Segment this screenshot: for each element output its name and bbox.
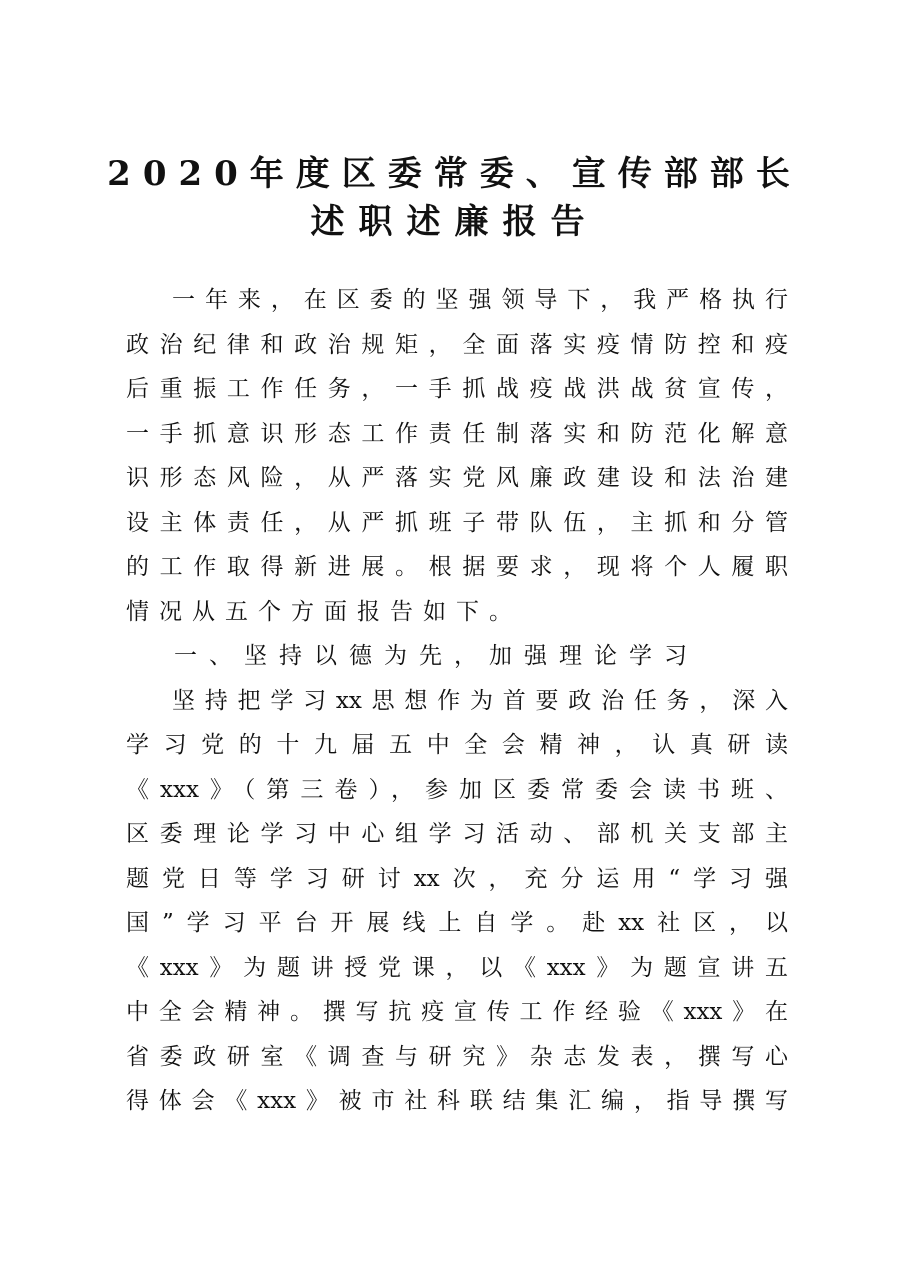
paragraph-line: 一年来，在区委的坚强领导下，我严格执行 (172, 287, 788, 313)
paragraph-line: 中全会精神。撰写抗疫宣传工作经验《xxx》在 (126, 999, 788, 1025)
paragraph-line: 政治纪律和政治规矩，全面落实疫情防控和疫 (126, 331, 788, 358)
section-heading: 一、坚持以德为先，加强理论学习 (174, 643, 699, 669)
paragraph-line: 《xxx》为题讲授党课，以《xxx》为题宣讲五 (126, 954, 788, 981)
title-line-1: 2020年度区委常委、宣传部部长 (107, 154, 802, 194)
paragraph-line: 识形态风险，从严落实党风廉政建设和法治建 (126, 465, 788, 491)
paragraph-line: 一手抓意识形态工作责任制落实和防范化解意 (126, 420, 788, 447)
paragraph-line: 区委理论学习中心组学习活动、部机关支部主 (126, 821, 788, 847)
paragraph-line: 省委政研室《调查与研究》杂志发表，撰写心 (126, 1043, 788, 1070)
paragraph-line: 情况从五个方面报告如下。 (126, 598, 522, 625)
paragraph-line: 设主体责任，从严抓班子带队伍，主抓和分管 (126, 509, 788, 536)
paragraph-line: 后重振工作任务，一手抓战疫战洪战贫宣传， (126, 376, 788, 402)
paragraph-line: 的工作取得新进展。根据要求，现将个人履职 (126, 554, 788, 580)
document-body (126, 278, 788, 1124)
paragraph-line: 《xxx》（第三卷），参加区委常委会读书班、 (126, 776, 788, 803)
paragraph-line: 得体会《xxx》被市社科联结集汇编，指导撰写 (126, 1088, 788, 1114)
paragraph-line: 国”学习平台开展线上自学。赴xx社区，以 (126, 910, 788, 936)
title-line-2: 述职述廉报告 (310, 202, 599, 242)
paragraph-line: 题党日等学习研讨xx次，充分运用“学习强 (126, 865, 788, 892)
paragraph-line: 坚持把学习xx思想作为首要政治任务，深入 (172, 687, 788, 714)
paragraph-line: 学习党的十九届五中全会精神，认真研读 (126, 732, 788, 758)
document-title (0, 150, 909, 246)
